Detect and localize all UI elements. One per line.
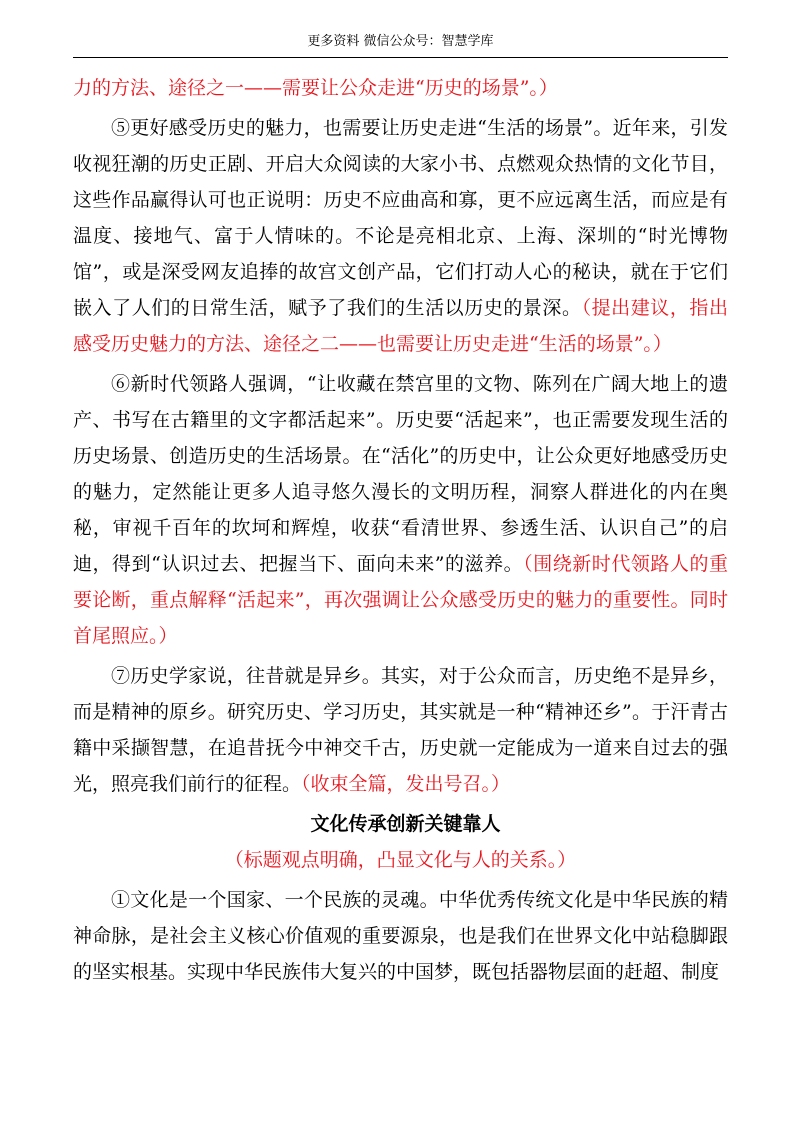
paragraph-6	[73, 366, 728, 654]
title-annotation: （标题观点明确，凸显文化与人的关系。）	[224, 849, 577, 871]
annotation-note: （收束全篇，发出号召。）	[301, 773, 511, 795]
paragraph-text: ⑦历史学家说，往昔就是异乡。其实，对于公众而言，历史绝不是异乡，而是精神的原乡。研究历史、学习历史，其实就是一种“精神还乡”。于汗青古籍中采撷智慧，在追昔抚今中神交千古，历史就一定能成为一道来自过去的强光，照亮我们前行的征程。	[73, 665, 728, 795]
paragraph-5	[73, 110, 728, 362]
paragraph-text: ⑥新时代领路人强调，“让收藏在禁宫里的文物、陈列在广阔大地上的遗产、书写在古籍里的文字都活起来”。历史要“活起来”，也正需要发现生活的历史场景、创造历史的生活场景。在“活化”的历史中，让公众更好地感受历史的魅力，定然能让更多人追寻悠久漫长的文明历程，洞察人群进化的内在奥秘，审视千百年的坎坷和辉煌，收获“看清世界、参透生活、认识自己”的启迪，得到“认识过去、把握当下、面向未来”的滋养。	[73, 373, 728, 575]
document-body	[73, 70, 728, 994]
annotation-note: （提出建议，指出感受历史魅力的方法、途径之二——也需要让历史走进“生活的场景”。）	[73, 297, 728, 355]
paragraph-continuation	[73, 70, 728, 106]
page-header: 更多资料 微信公众号：智慧学库	[307, 34, 494, 49]
paragraph-7	[73, 658, 728, 802]
article2-paragraph-1: ①文化是一个国家、一个民族的灵魂。中华优秀传统文化是中华民族的精神命脉，是社会主义核心价值观的重要源泉，也是我们在世界文化中站稳脚跟的坚实根基。实现中华民族伟大复兴的中国梦，既包括器物层面的赶超、制度	[73, 889, 728, 983]
header-divider	[73, 57, 728, 58]
annotation-note: 力的方法、途径之一——需要让公众走进“历史的场景”。）	[73, 77, 558, 99]
article-title: 文化传承创新关键靠人	[310, 813, 501, 835]
annotation-note: （围绕新时代领路人的重要论断，重点解释“活起来”，再次强调让公众感受历史的魅力的重要性。同时首尾照应。）	[73, 553, 728, 647]
paragraph-text: ⑤更好感受历史的魅力，也需要让历史走进“生活的场景”。近年来，引发收视狂潮的历史正剧、开启大众阅读的大家小书、点燃观众热情的文化节目，这些作品赢得认可也正说明：历史不应曲高和寡，更不应远离生活，而应是有温度、接地气、富于人情味的。不论是亮相北京、上海、深圳的“时光博物馆”，或是深受网友追捧的故宫文创产品，它们打动人心的秘诀，就在于它们嵌入了人们的日常生活，赋予了我们的生活以历史的景深。	[73, 117, 728, 319]
